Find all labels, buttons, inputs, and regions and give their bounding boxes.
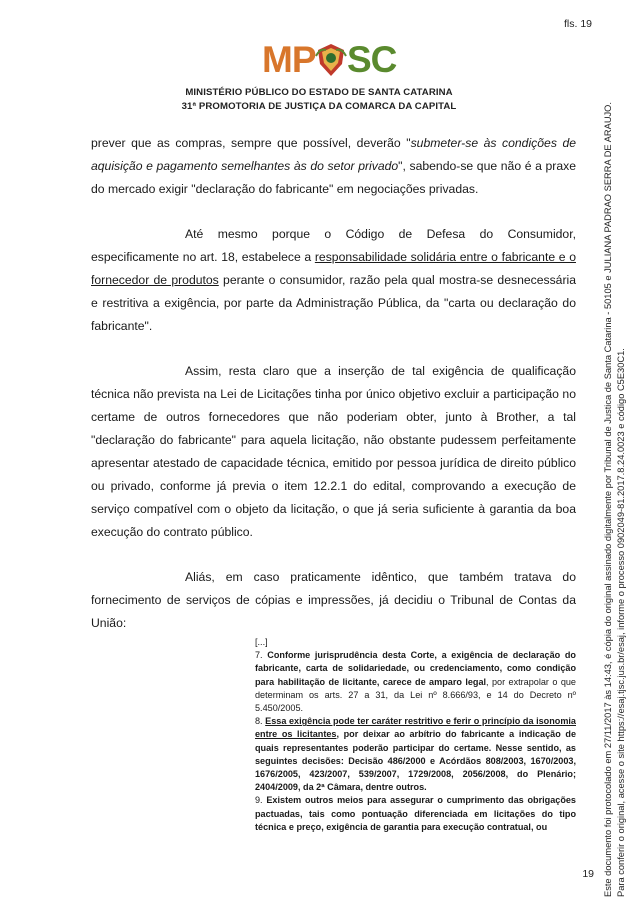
quote-item-9-bold: Existem outros meios para assegurar o cumprimento das obrigações pactuadas, tais como pontuação diferenciada em licitações do tipo técnica e preço, exigência de garantia para execução contratual, ou: [255, 795, 576, 832]
quote-item-9-number: 9.: [255, 795, 267, 806]
header-institution: MINISTÉRIO PÚBLICO DO ESTADO DE SANTA CATARINA: [185, 87, 453, 98]
paragraph-2: [91, 223, 576, 338]
paragraph-1-text-a: prever que as compras, sempre que possível, deverão ": [91, 136, 411, 150]
page-number: 19: [582, 868, 594, 880]
quote-item-9: [255, 794, 576, 834]
side-note-line-2: Para conferir o original, acesse o site https://esaj.tjsc.jus.br/esaj, informe o processo 0902049-81.2017.8.24.0023 e código C5E30C1.: [615, 348, 626, 897]
paragraph-1: [91, 132, 576, 201]
paragraph-4: Aliás, em caso praticamente idêntico, que também tratava do fornecimento de serviços de cópias e impressões, já decidiu o Tribunal de Contas da União:: [91, 570, 576, 631]
quote-item-7-number: 7.: [255, 650, 268, 661]
quote-item-8-underlined: Essa exigência pode ter caráter restritivo e ferir o princípio da isonomia entre os licitantes: [255, 716, 576, 740]
side-certification-note: [602, 37, 627, 897]
quote-item-7: [255, 649, 576, 715]
folio-label: fls. 19: [563, 18, 592, 30]
paragraph-2-underlined: responsabilidade solidária entre o fabricante e o fornecedor de produtos: [91, 249, 576, 287]
paragraph-1-text-b: ", sabendo-se que não é a praxe do mercado exigir "declaração do fabricante" em negociações privadas.: [91, 159, 576, 197]
logo-sc-text: SC: [347, 39, 397, 80]
block-quote: [255, 636, 576, 834]
paragraph-1-italic-quote: submeter-se às condições de aquisição e pagamento semelhantes às do setor privado: [91, 136, 576, 174]
quote-item-7-rest: , por extrapolar o que determinam os arts. 27 a 31, da Lei nº 8.666/93, e 14 do Decreto nº 5.450/2005.: [255, 676, 576, 714]
coat-of-arms-icon: [314, 42, 348, 78]
quote-item-8-bold: , por deixar ao arbítrio do fabricante a indicação de quais representantes poderão participar do certame. Nesse sentido, as seguintes decisões: Decisão 486/2000 e Acórdãos 808/2003, 1670/2003, 1676/2005, 423/2007, 539/2007, 1729/2008, 2056/2008, do Plenário; 2404/2009, da 2ª Câmara, dentre outros.: [255, 729, 576, 793]
quote-ellipsis: [...]: [255, 637, 268, 647]
paragraph-2-text-a: Até mesmo porque o Código de Defesa do Consumidor, especificamente no art. 18, estabelece a: [91, 226, 576, 264]
document-body: [91, 132, 576, 657]
quote-item-8: [255, 715, 576, 794]
mpsc-logo: [262, 39, 402, 81]
logo-mp-text: MP: [262, 39, 316, 80]
quote-item-7-bold: Conforme jurisprudência desta Corte, a exigência de declaração do fabricante, carta de solidariedade, ou credenciamento, como condição para habilitação de licitante, carece de amparo legal: [255, 650, 576, 687]
header-office: 31ª PROMOTORIA DE JUSTIÇA DA COMARCA DA CAPITAL: [181, 101, 457, 112]
paragraph-3: Assim, resta claro que a inserção de tal exigência de qualificação técnica não prevista na Lei de Licitações tinha por único objetivo excluir a participação no certame de outros fornecedores que não poderiam obter, junto à Brother, a tal "declaração do fabricante" para aquela licitação, não obstante pudessem perfeitamente apresentar atestado de capacidade técnica, emitido por pessoa jurídica de direito público ou privado, conforme já previa o item 12.2.1 do edital, comprovando a execução de serviço compatível com o objeto da licitação, o que já seria suficiente à garantia da boa execução do contrato público.: [91, 363, 576, 540]
quote-item-8-number: 8.: [255, 716, 266, 727]
side-note-line-1: Este documento foi protocolado em 27/11/2017 às 14:43, é cópia do original assinado digitalmente por Tribunal de Justica de Santa Catarina - 50105 e JULIANA PADRAO SERRA DE ARAUJO.: [603, 102, 613, 897]
paragraph-2-text-b: perante o consumidor, razão pela qual mostra-se desnecessária e restritiva a exigência, por parte da Administração Pública, da "carta ou declaração do fabricante".: [91, 272, 577, 334]
